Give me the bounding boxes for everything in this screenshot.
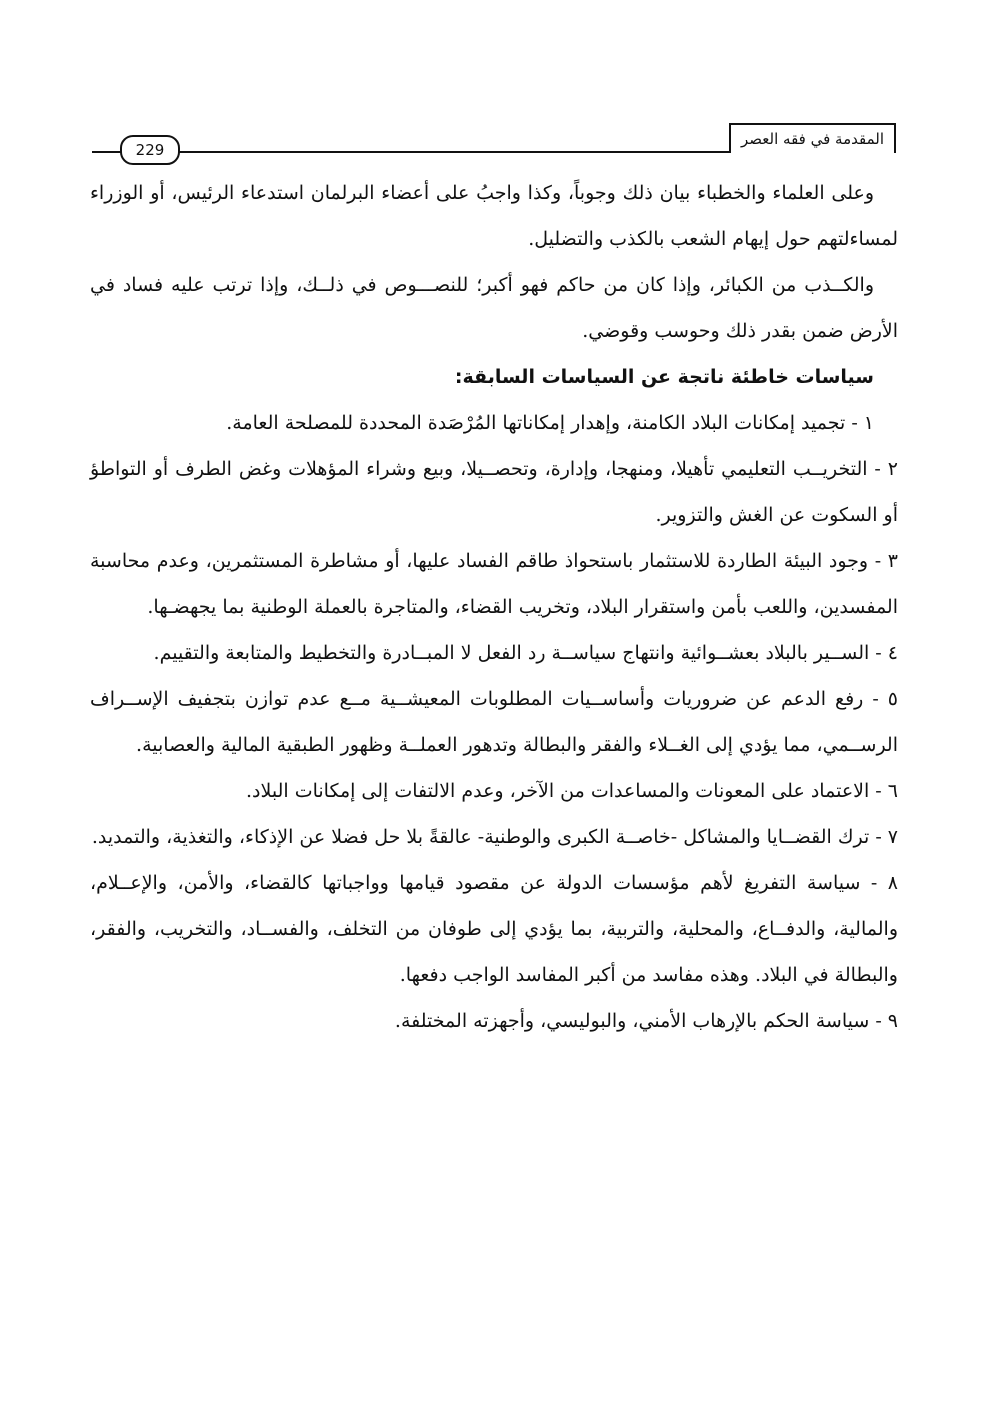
list-item-3: ٣ - وجود البيئة الطاردة للاستثمار باستحواذ طاقم الفساد عليها، أو مشاطرة المستثمرين، وعدم محاسبة المفسدين، واللعب بأمن واستقرار البلاد، وتخريب القضاء، والمتاجرة بالعملة الوطنية بما يجهضـها. bbox=[90, 550, 898, 618]
list-item-4: ٤ - الســير بالبلاد بعشــوائية وانتهاج سياســة رد الفعل لا المبــادرة والتخطيط والمتابعة والتقييم. bbox=[153, 642, 898, 664]
paragraph-scholars-duty: وعلى العلماء والخطباء بيان ذلك وجوباً، وكذا واجبُ على أعضاء البرلمان استدعاء الرئيس، أو الوزراء لمساءلتهم حول إيهام الشعب بالكذب والتضليل. bbox=[90, 182, 898, 250]
list-item-9: ٩ - سياسة الحكم بالإرهاب الأمني، والبوليسي، وأجهزته المختلفة. bbox=[394, 1010, 898, 1032]
list-item-8: ٨ - سياسة التفريغ لأهم مؤسسات الدولة عن مقصود قيامها وواجباتها كالقضاء، والأمن، والإعــلام، والمالية، والدفــاع، والمحلية، والتربية، بما يؤدي إلى طوفان من التخلف، والفســاد، والتخريب، والفقر، والبطالة في البلاد. وهذه مفاسد من أكبر المفاسد الواجب دفعها. bbox=[90, 872, 898, 986]
page-number: 229 bbox=[120, 135, 180, 165]
list-item-6: ٦ - الاعتماد على المعونات والمساعدات من الآخر، وعدم الالتفات إلى إمكانات البلاد. bbox=[246, 780, 898, 802]
body-text bbox=[90, 170, 898, 1044]
list-item-1: ١ - تجميد إمكانات البلاد الكامنة، وإهدار إمكاناتها المُرْصَدة المحددة للمصلحة العامة. bbox=[226, 412, 874, 434]
paragraph-lying-ruler: والكــذب من الكبائر، وإذا كان من حاكم فهو أكبر؛ للنصـــوص في ذلــك، وإذا ترتب عليه فساد في الأرض ضمن بقدر ذلك وحوسب وقوضي. bbox=[90, 274, 898, 342]
list-item-7: ٧ - ترك القضــايا والمشاكل -خاصــة الكبرى والوطنية- عالقةً بلا حل فضلا عن الإذكاء، والتغذية، والتمديد. bbox=[91, 826, 898, 848]
book-title: المقدمة في فقه العصر bbox=[729, 123, 896, 153]
section-heading: سياسات خاطئة ناتجة عن السياسات السابقة: bbox=[454, 366, 874, 388]
list-item-2: ٢ - التخريــب التعليمي تأهيلا، ومنهجا، وإدارة، وتحصــيلا، وبيع وشراء المؤهلات وغض الطرف أو التواطؤ أو السكوت عن الغش والتزوير. bbox=[90, 458, 898, 526]
list-item-5: ٥ - رفع الدعم عن ضروريات وأساســيات المطلوبات المعيشــية مــع عدم توازن بتجفيف الإســراف الرســمي، مما يؤدي إلى الغــلاء والفقر والبطالة وتدهور العملــة وظهور الطبقية المالية والعصابية. bbox=[90, 688, 898, 756]
running-header bbox=[92, 117, 896, 159]
